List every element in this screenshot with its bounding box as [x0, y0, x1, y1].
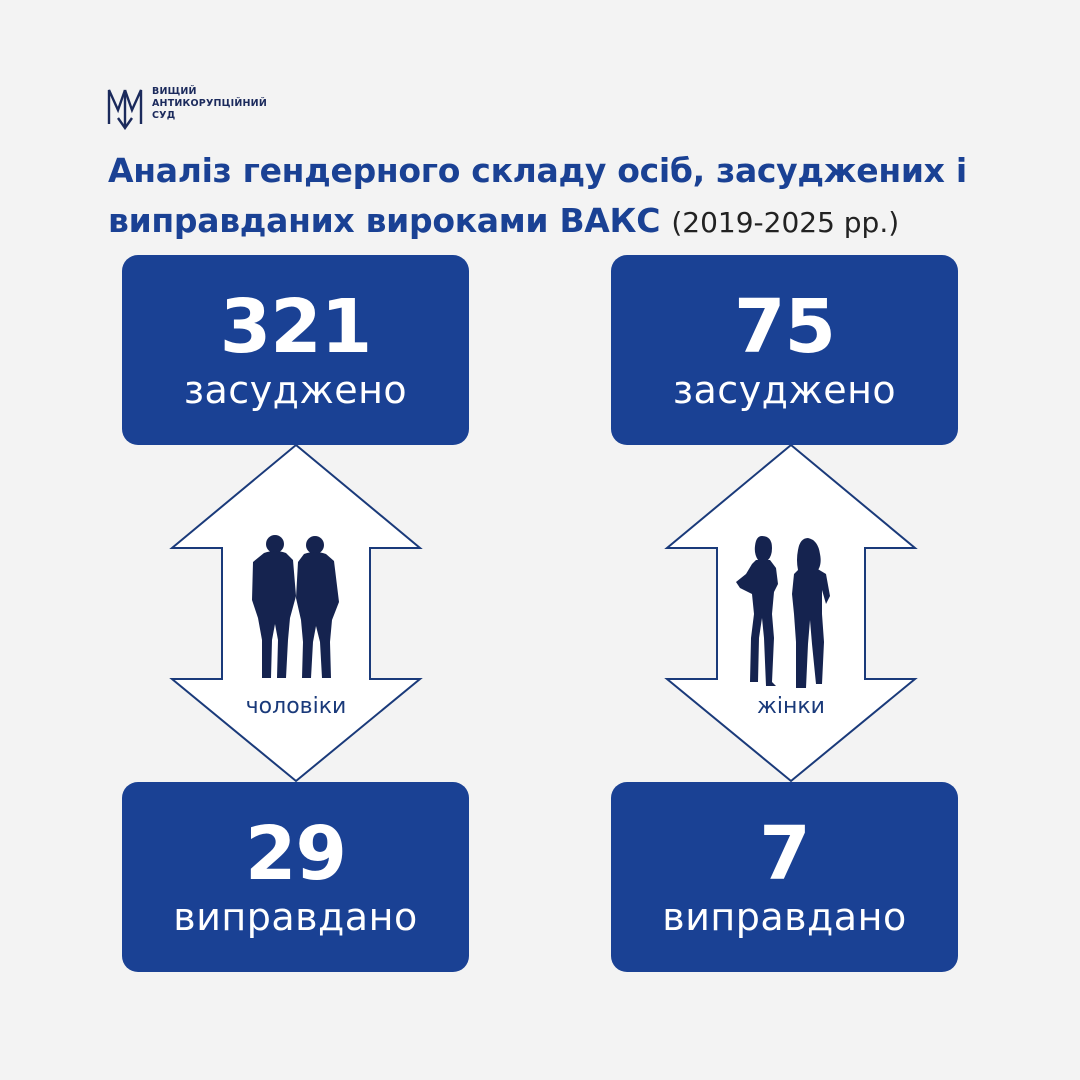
women-convicted-count: 75 [734, 284, 835, 370]
logo-line-2: АНТИКОРУПЦІЙНИЙ [152, 98, 267, 109]
title-years: (2019-2025 рр.) [671, 206, 900, 239]
women-acquitted-card [611, 782, 958, 972]
logo-line-1: ВИЩИЙ [152, 86, 197, 97]
men-convicted-count: 321 [219, 284, 372, 370]
men-group-label: чоловіки [245, 694, 347, 719]
men-acquitted-label: виправдано [173, 895, 418, 939]
men-convicted-label: засуджено [183, 368, 408, 412]
women-acquitted-count: 7 [759, 811, 810, 897]
court-emblem-icon [106, 84, 144, 130]
men-acquitted-count: 29 [245, 811, 346, 897]
court-logo [106, 84, 267, 130]
women-group-label: жінки [757, 694, 825, 719]
women-silhouettes-icon [732, 534, 832, 690]
men-silhouettes-icon [244, 532, 348, 682]
page-title [108, 146, 988, 248]
women-convicted-label: засуджено [672, 368, 897, 412]
men-convicted-card [122, 255, 469, 445]
women-convicted-card [611, 255, 958, 445]
men-acquitted-card [122, 782, 469, 972]
title-main: Аналіз гендерного складу осіб, засуджених і виправданих вироками ВАКС [108, 151, 967, 240]
women-acquitted-label: виправдано [662, 895, 907, 939]
logo-line-3: СУД [152, 110, 176, 121]
